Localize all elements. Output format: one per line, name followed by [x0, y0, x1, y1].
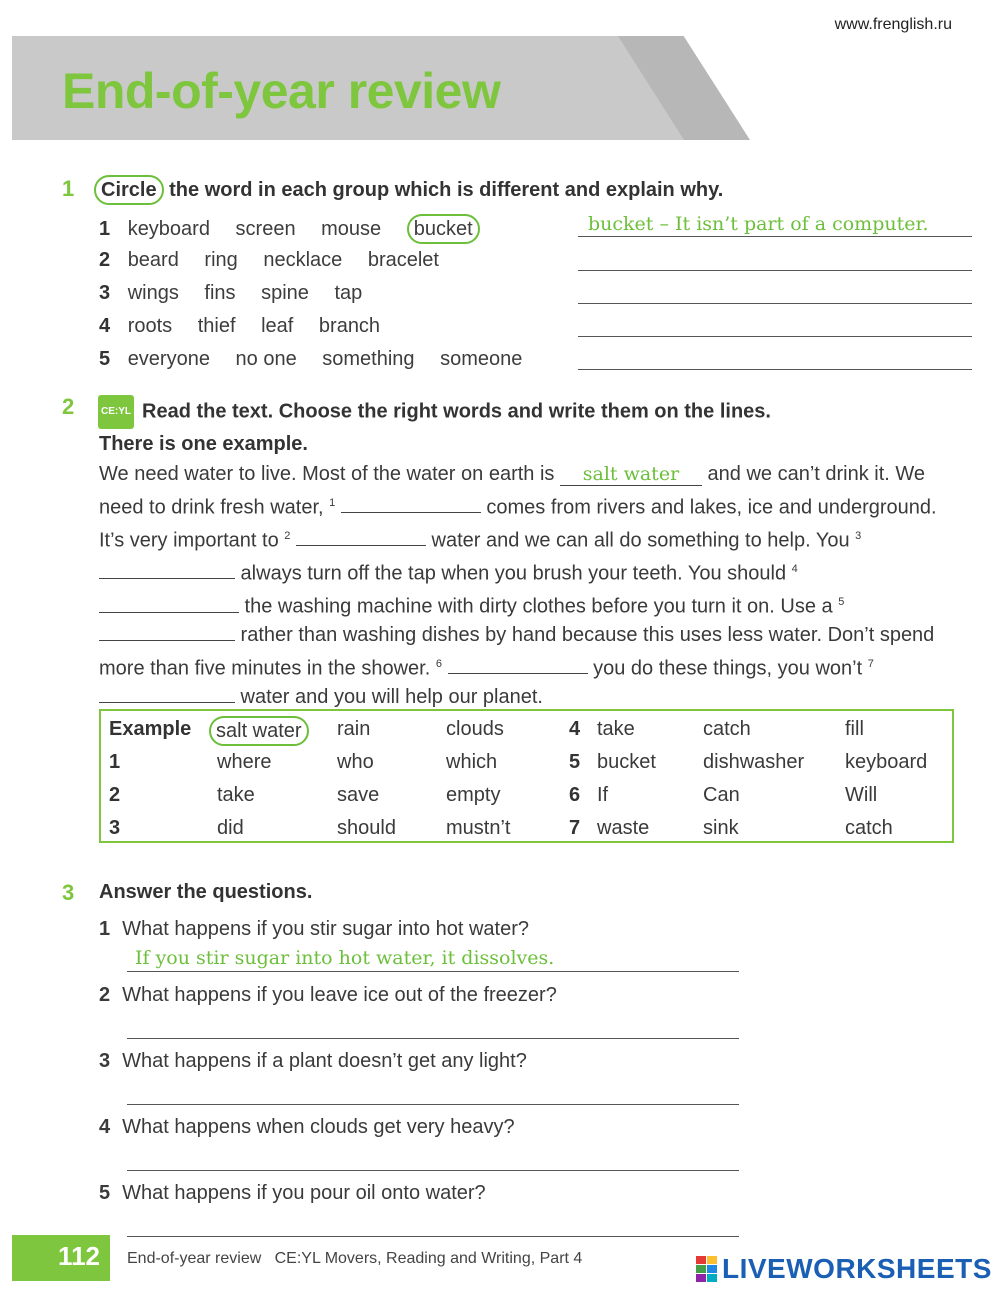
answer-line-5[interactable] [578, 345, 972, 370]
word-option[interactable]: bracelet [367, 249, 439, 271]
example-option: clouds [446, 718, 504, 740]
option-5a[interactable]: bucket [597, 751, 656, 773]
section-3-instruction: Answer the questions. [99, 881, 313, 903]
question-2: 2 What happens if you leave ice out of the freezer? [99, 984, 557, 1006]
word-option[interactable]: mouse [321, 218, 382, 240]
word-option[interactable]: roots [127, 315, 173, 337]
word-option[interactable]: fins [204, 282, 236, 304]
answer-input-4[interactable] [127, 1145, 739, 1171]
option-2b[interactable]: save [337, 784, 380, 806]
word-option[interactable]: wings [127, 282, 179, 304]
option-4b[interactable]: catch [703, 718, 751, 740]
option-2a[interactable]: take [217, 784, 255, 806]
word-option[interactable]: something [322, 348, 415, 370]
reading-text: We need water to live. Most of the water on earth is salt water and we can’t drink it. We need to drink fresh water, $^1$ comes from rivers and lakes, ice and underground. It’s very important to $^2$ water and we can all do something to help. You $^3$ always turn off the tap when you brush your teeth. You should $^4$ the washing machine with dirty clothes before you turn it on. Use a $^5$ rather than washing dishes by hand because this uses less water. Don’t spend more than five minutes in the shower. $^6$ you do these things, you won’t $^7$ water and you will help our planet. [99, 463, 937, 708]
option-2c[interactable]: empty [446, 784, 501, 806]
option-1b[interactable]: who [337, 751, 374, 773]
answer-input-5[interactable] [127, 1211, 739, 1237]
option-6c[interactable]: Will [845, 784, 878, 806]
word-option[interactable]: thief [197, 315, 236, 337]
option-6a[interactable]: If [597, 784, 609, 806]
page-title: End-of-year review [62, 63, 501, 119]
option-1a[interactable]: where [217, 751, 272, 773]
question-1: 1 What happens if you stir sugar into hot water? [99, 918, 530, 940]
word-option[interactable]: everyone [127, 348, 210, 370]
word-option[interactable]: ring [204, 249, 238, 271]
group-row-4: 4 roots thief leaf branch [99, 315, 381, 337]
option-4c[interactable]: fill [845, 718, 864, 740]
liveworksheets-logo[interactable]: LIVEWORKSHEETS [722, 1253, 992, 1284]
word-option[interactable]: leaf [261, 315, 294, 337]
section-2-number: 2 [62, 394, 75, 419]
instruction-circle-word: Circle [94, 175, 164, 205]
option-4a[interactable]: take [597, 718, 635, 740]
word-option-circled[interactable]: bucket [407, 214, 480, 244]
gap-6-input[interactable] [448, 655, 588, 674]
option-3a[interactable]: did [217, 817, 244, 839]
word-option[interactable]: beard [127, 249, 179, 271]
group-row-5: 5 everyone no one something someone [99, 348, 523, 370]
answer-line-4[interactable] [578, 312, 972, 337]
answer-line-2[interactable] [578, 246, 972, 271]
question-4: 4 What happens when clouds get very heavy? [99, 1116, 515, 1138]
option-7a[interactable]: waste [597, 817, 650, 839]
question-5: 5 What happens if you pour oil onto water? [99, 1182, 486, 1204]
example-option: rain [337, 718, 371, 740]
group-row-2: 2 beard ring necklace bracelet [99, 249, 439, 271]
gap-7-input[interactable] [99, 684, 235, 703]
site-url: www.frenglish.ru [834, 16, 952, 33]
option-3b[interactable]: should [337, 817, 396, 839]
page-number: 112 [12, 1235, 110, 1281]
word-option[interactable]: tap [334, 282, 363, 304]
option-5b[interactable]: dishwasher [703, 751, 805, 773]
section-1-number: 1 [62, 176, 75, 201]
option-1c[interactable]: which [446, 751, 498, 773]
word-option[interactable]: spine [261, 282, 309, 304]
section-1-instruction: Circle the word in each group which is different and explain why. [94, 175, 723, 205]
word-option[interactable]: screen [235, 218, 296, 240]
gap-2-input[interactable] [296, 527, 426, 546]
answer-line-1[interactable]: bucket – It isn’t part of a computer. [578, 213, 972, 237]
gap-3-input[interactable] [99, 560, 235, 579]
group-row-1: 1 keyboard screen mouse bucket [99, 214, 480, 244]
answer-input-3[interactable] [127, 1079, 739, 1105]
answer-input-1[interactable]: If you stir sugar into hot water, it dissolves. [127, 947, 739, 972]
option-7b[interactable]: sink [703, 817, 739, 839]
example-circled-option: salt water [209, 716, 309, 746]
word-option[interactable]: no one [235, 348, 297, 370]
answer-input-2[interactable] [127, 1013, 739, 1039]
example-label: Example [109, 718, 192, 740]
question-3: 3 What happens if a plant doesn’t get any light? [99, 1050, 527, 1072]
answer-line-3[interactable] [578, 279, 972, 304]
word-option[interactable]: necklace [263, 249, 343, 271]
gap-5-input[interactable] [99, 622, 235, 641]
word-options-box: Example salt water rain clouds 1 where who which 2 take save empty 3 did should mustn’t 4 take catch fill 5 bucket dishwasher keyboard 6 If Can Will 7 waste sink catch [99, 709, 954, 843]
example-blank: salt water [560, 463, 702, 486]
word-option[interactable]: branch [318, 315, 381, 337]
option-3c[interactable]: mustn’t [446, 817, 511, 839]
option-7c[interactable]: catch [845, 817, 893, 839]
option-5c[interactable]: keyboard [845, 751, 928, 773]
gap-4-input[interactable] [99, 594, 239, 613]
section-3-number: 3 [62, 880, 75, 905]
footer-text: End-of-year review CE:YL Movers, Reading and Writing, Part 4 [127, 1250, 583, 1267]
word-option[interactable]: someone [440, 348, 523, 370]
group-row-3: 3 wings fins spine tap [99, 282, 363, 304]
liveworksheets-logo-icon [696, 1256, 718, 1282]
section-2-instruction: CE:YL Read the text. Choose the right words and write them on the lines. There is one example. [90, 395, 771, 459]
option-6b[interactable]: Can [703, 784, 740, 806]
word-option[interactable]: keyboard [127, 218, 210, 240]
ceyl-badge-icon: CE:YL [98, 395, 134, 429]
gap-1-input[interactable] [341, 494, 481, 513]
